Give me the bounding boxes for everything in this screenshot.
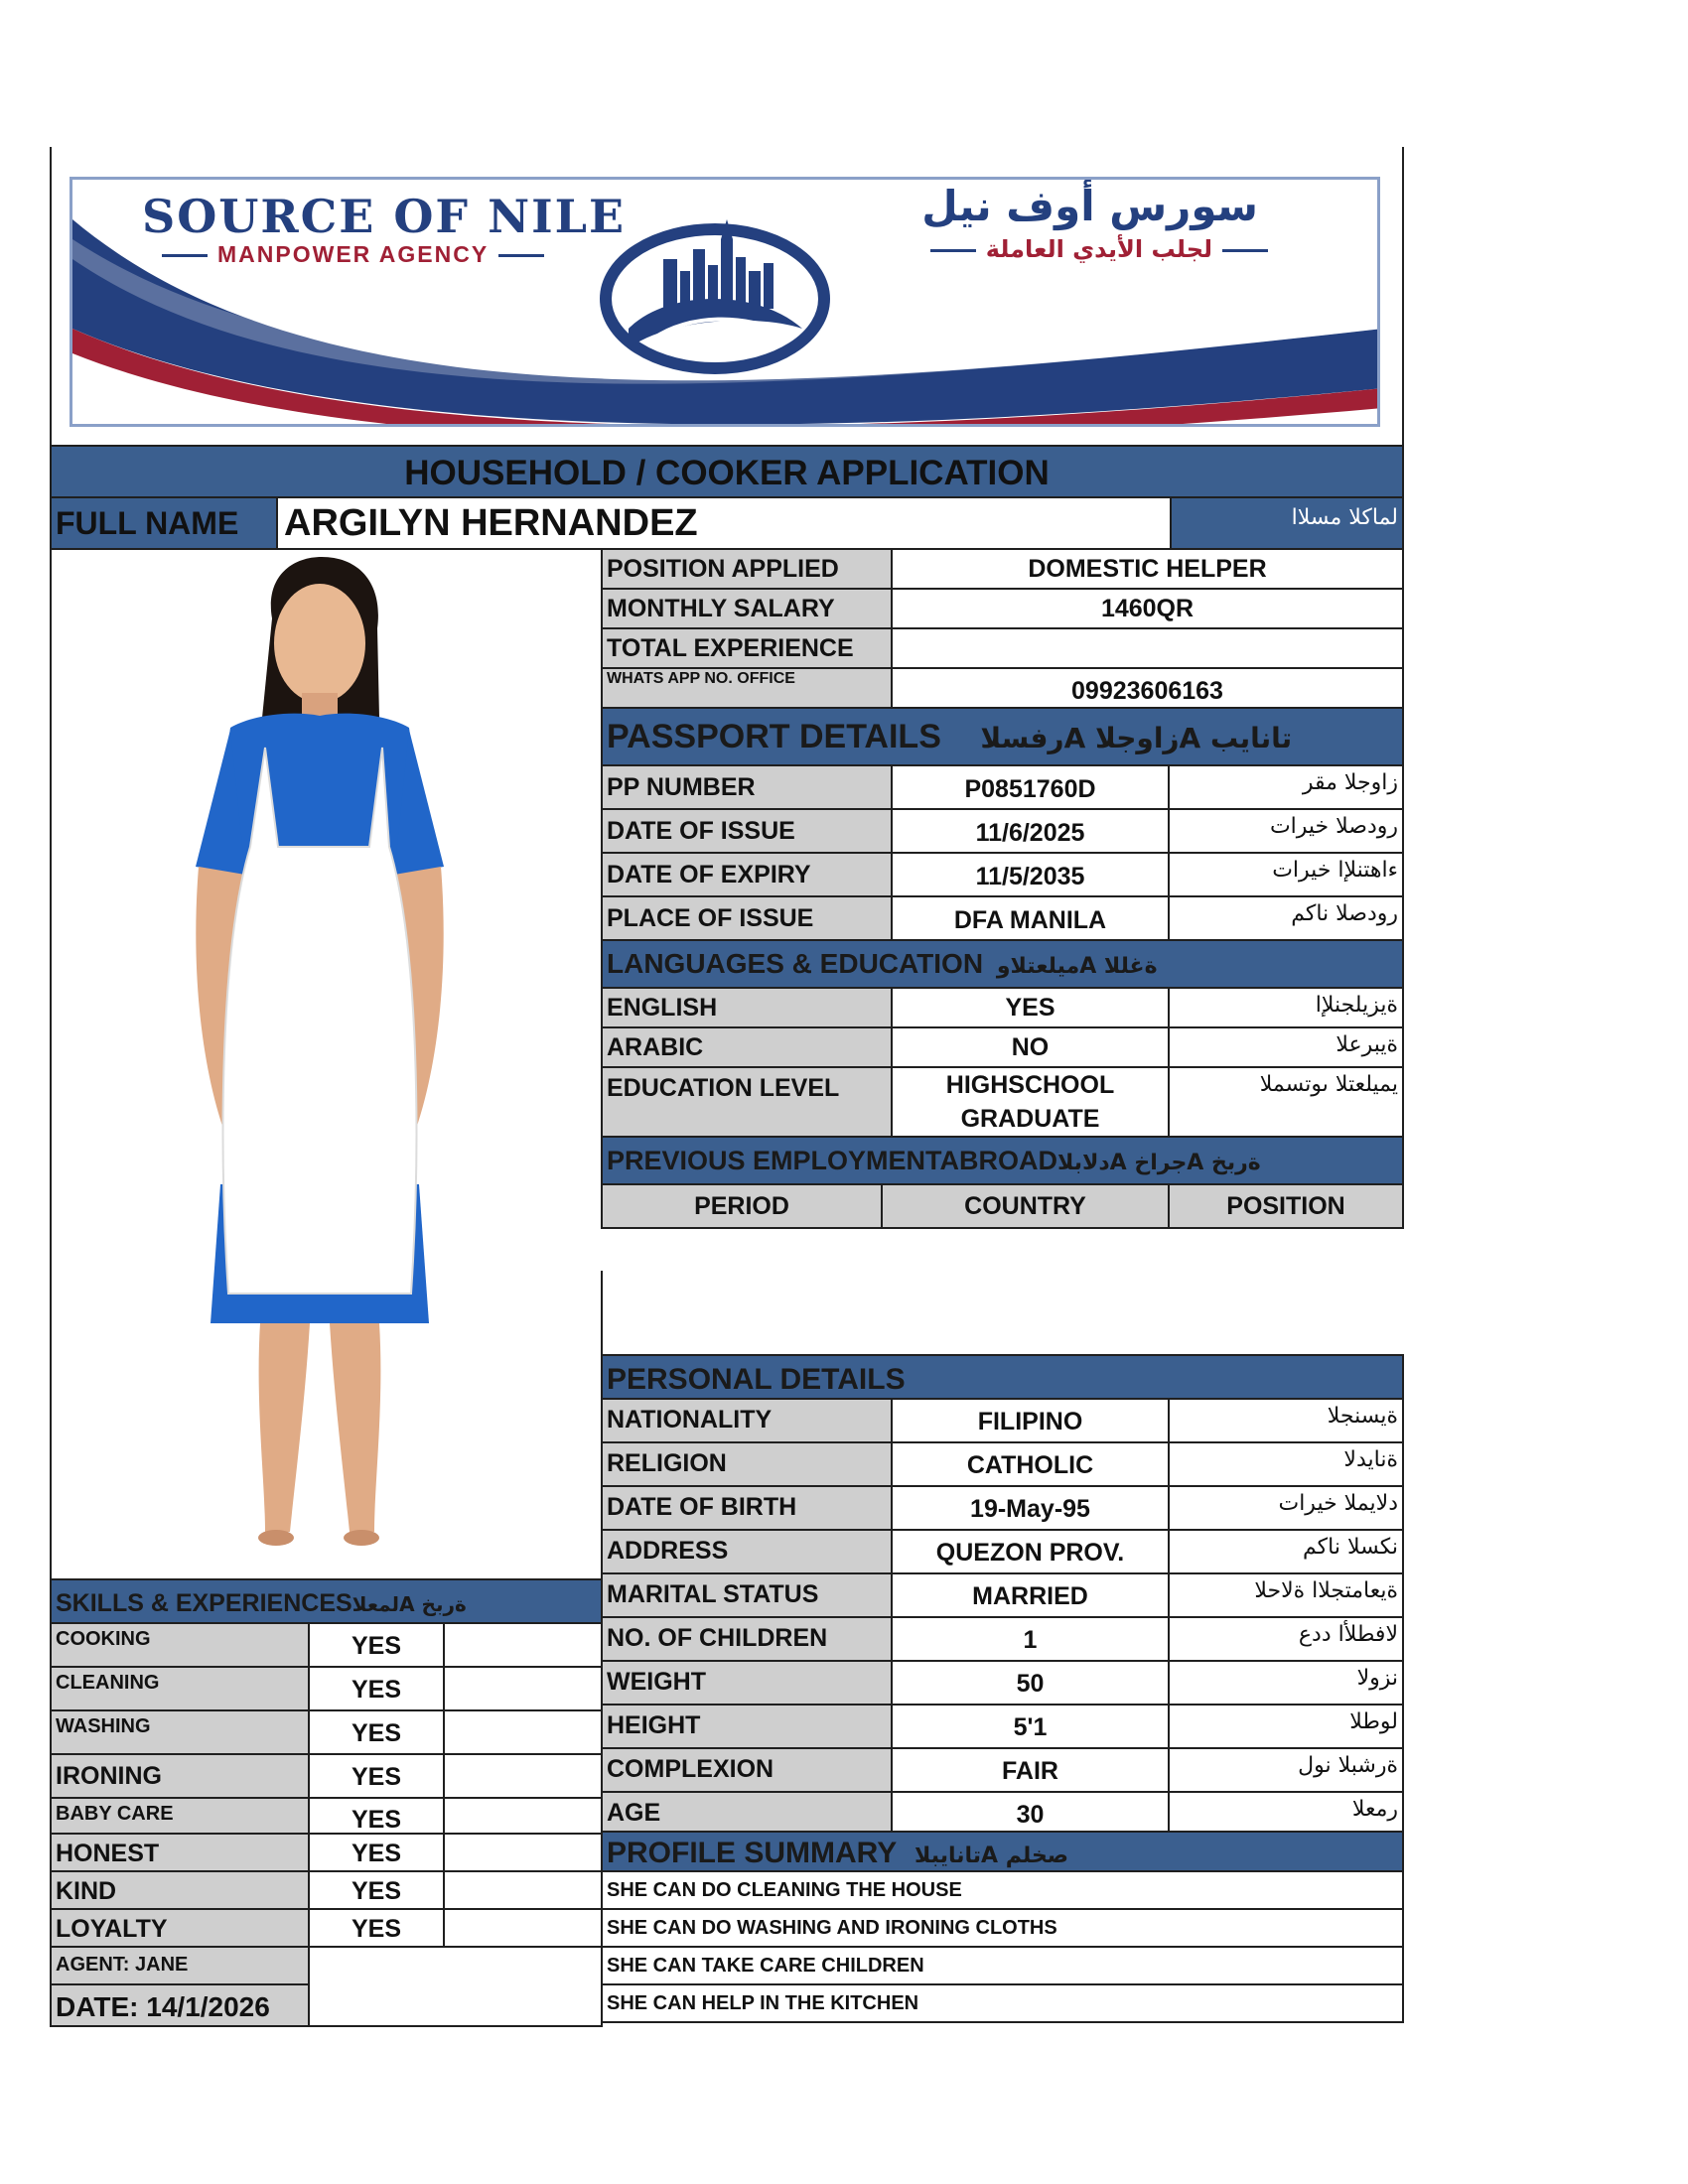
job-label-3: WHATS APP NO. OFFICE (601, 667, 893, 709)
job-value-0: DOMESTIC HELPER (891, 548, 1404, 590)
personal-ar-1: ةنايدلا (1168, 1441, 1404, 1487)
lang-ar-1: ةيبرعلا (1168, 1026, 1404, 1068)
job-value-3: 09923606163 (891, 667, 1404, 709)
skill-label-6: KIND (50, 1870, 310, 1910)
skill-note-5 (443, 1833, 603, 1872)
skill-note-6 (443, 1870, 603, 1910)
personal-value-1: CATHOLIC (891, 1441, 1170, 1487)
personal-label-9: AGE (601, 1791, 893, 1833)
application-sheet (50, 147, 1404, 2027)
logo-header (50, 147, 1404, 445)
skill-value-6: YES (308, 1870, 445, 1910)
profile-heading-ar: تانايبلاA صخلم (914, 1843, 1069, 1868)
skill-value-1: YES (308, 1666, 445, 1711)
profile-heading (601, 1831, 1404, 1872)
skill-value-2: YES (308, 1709, 445, 1755)
full-name-label: FULL NAME (50, 496, 278, 550)
lang-value-2-line1: HIGHSCHOOL (945, 1071, 1115, 1099)
personal-ar-8: ةرشبلا نول (1168, 1747, 1404, 1793)
lang-value-2 (891, 1066, 1170, 1138)
profile-line-0: SHE CAN DO CLEANING THE HOUSE (601, 1870, 1404, 1910)
signature-area (308, 1946, 603, 2027)
employment-col-country: COUNTRY (881, 1183, 1170, 1229)
lang-value-1: NO (891, 1026, 1170, 1068)
skill-value-4: YES (308, 1797, 445, 1835)
date-label: DATE: 14/1/2026 (50, 1983, 310, 2027)
skill-note-0 (443, 1622, 603, 1668)
skill-note-2 (443, 1709, 603, 1755)
skill-label-1: CLEANING (50, 1666, 310, 1711)
lang-label-1: ARABIC (601, 1026, 893, 1068)
passport-label-0: PP NUMBER (601, 764, 893, 810)
agent-label: AGENT: JANE (50, 1946, 310, 1985)
passport-label-2: DATE OF EXPIRY (601, 852, 893, 897)
personal-ar-6: نزولا (1168, 1660, 1404, 1706)
personal-label-5: NO. OF CHILDREN (601, 1616, 893, 1662)
employment-heading-en: PREVIOUS EMPLOYMENTABROAD (607, 1146, 1058, 1175)
languages-heading-ar: ميلعتلاوA ةغللا (996, 954, 1158, 979)
personal-value-5: 1 (891, 1616, 1170, 1662)
logo-name-ar: سورس أوف نيل (921, 182, 1258, 230)
skill-note-1 (443, 1666, 603, 1711)
job-value-1: 1460QR (891, 588, 1404, 629)
personal-value-3: QUEZON PROV. (891, 1529, 1170, 1574)
personal-ar-9: رمعلا (1168, 1791, 1404, 1833)
personal-label-7: HEIGHT (601, 1704, 893, 1749)
passport-heading-en: PASSPORT DETAILS (607, 718, 941, 755)
job-value-2 (891, 627, 1404, 669)
lang-label-0: ENGLISH (601, 987, 893, 1028)
personal-ar-3: نكسلا ناكم (1168, 1529, 1404, 1574)
skill-note-7 (443, 1908, 603, 1948)
logo-name-en: SOURCE OF NILE (142, 190, 627, 243)
passport-heading (601, 707, 1404, 766)
profile-heading-en: PROFILE SUMMARY (607, 1837, 897, 1869)
profile-line-3: SHE CAN HELP IN THE KITCHEN (601, 1983, 1404, 2023)
personal-label-4: MARITAL STATUS (601, 1572, 893, 1618)
agency-logo (70, 177, 1380, 427)
logo-subtitle-en: MANPOWER AGENCY (152, 241, 554, 268)
full-name-label-ar: لماكلا مسلاا (1170, 496, 1404, 550)
skill-value-7: YES (308, 1908, 445, 1948)
personal-value-6: 50 (891, 1660, 1170, 1706)
profile-line-2: SHE CAN TAKE CARE CHILDREN (601, 1946, 1404, 1985)
skill-label-0: COOKING (50, 1622, 310, 1668)
skills-heading (50, 1578, 603, 1624)
personal-value-7: 5'1 (891, 1704, 1170, 1749)
profile-line-1: SHE CAN DO WASHING AND IRONING CLOTHS (601, 1908, 1404, 1948)
passport-label-1: DATE OF ISSUE (601, 808, 893, 854)
languages-heading-en: LANGUAGES & EDUCATION (607, 948, 984, 979)
passport-ar-1: رودصلا خيرات (1168, 808, 1404, 854)
employment-heading-ar: دلابلاA جراخA ةربخ (1057, 1151, 1261, 1175)
applicant-photo (50, 549, 602, 1581)
lang-label-2: EDUCATION LEVEL (601, 1066, 893, 1138)
job-label-1: MONTHLY SALARY (601, 588, 893, 629)
skill-value-0: YES (308, 1622, 445, 1668)
passport-value-0: P0851760D (891, 764, 1170, 810)
lang-ar-0: ةيزيلجنلإا (1168, 987, 1404, 1028)
personal-label-8: COMPLEXION (601, 1747, 893, 1793)
employment-col-period: PERIOD (601, 1183, 883, 1229)
personal-value-0: FILIPINO (891, 1398, 1170, 1443)
passport-ar-3: رودصلا ناكم (1168, 895, 1404, 941)
passport-heading-ar: رفسلاA زاوجلاA تانايب (980, 722, 1293, 754)
personal-ar-7: لوطلا (1168, 1704, 1404, 1749)
job-label-0: POSITION APPLIED (601, 548, 893, 590)
personal-ar-2: دلايملا خيرات (1168, 1485, 1404, 1531)
personal-value-4: MARRIED (891, 1572, 1170, 1618)
logo-subtitle-ar: لجلب الأيدي العاملة (920, 235, 1278, 263)
personal-heading: PERSONAL DETAILS (601, 1354, 1404, 1400)
lang-value-0: YES (891, 987, 1170, 1028)
personal-label-0: NATIONALITY (601, 1398, 893, 1443)
employment-heading (601, 1136, 1404, 1185)
lang-ar-2: يميلعتلا ىوتسملا (1168, 1066, 1404, 1138)
skills-heading-ar: لمعلاA ةربخ (352, 1592, 467, 1616)
passport-value-1: 11/6/2025 (891, 808, 1170, 854)
personal-label-1: RELIGION (601, 1441, 893, 1487)
personal-value-8: FAIR (891, 1747, 1170, 1793)
skill-value-3: YES (308, 1753, 445, 1799)
lang-value-2-line2: GRADUATE (960, 1105, 1100, 1133)
personal-label-3: ADDRESS (601, 1529, 893, 1574)
full-name-value: ARGILYN HERNANDEZ (276, 496, 1172, 550)
employment-col-position: POSITION (1168, 1183, 1404, 1229)
application-title: HOUSEHOLD / COOKER APPLICATION (50, 445, 1404, 498)
skill-label-7: LOYALTY (50, 1908, 310, 1948)
personal-ar-5: لافطلأا ددع (1168, 1616, 1404, 1662)
personal-value-9: 30 (891, 1791, 1170, 1833)
job-label-2: TOTAL EXPERIENCE (601, 627, 893, 669)
skill-label-5: HONEST (50, 1833, 310, 1872)
personal-ar-0: ةيسنجلا (1168, 1398, 1404, 1443)
skill-label-2: WASHING (50, 1709, 310, 1755)
passport-label-3: PLACE OF ISSUE (601, 895, 893, 941)
skills-heading-en: SKILLS & EXPERIENCES (56, 1589, 352, 1617)
passport-ar-0: زاوجلا مقر (1168, 764, 1404, 810)
passport-value-3: DFA MANILA (891, 895, 1170, 941)
personal-label-6: WEIGHT (601, 1660, 893, 1706)
personal-value-2: 19-May-95 (891, 1485, 1170, 1531)
skill-note-4 (443, 1797, 603, 1835)
skill-note-3 (443, 1753, 603, 1799)
personal-label-2: DATE OF BIRTH (601, 1485, 893, 1531)
skill-label-4: BABY CARE (50, 1797, 310, 1835)
languages-heading (601, 939, 1404, 989)
passport-ar-2: ءاهتنلإا خيرات (1168, 852, 1404, 897)
skill-label-3: IRONING (50, 1753, 310, 1799)
skill-value-5: YES (308, 1833, 445, 1872)
passport-value-2: 11/5/2035 (891, 852, 1170, 897)
personal-ar-4: ةيعامتجلاا ةلاحلا (1168, 1572, 1404, 1618)
